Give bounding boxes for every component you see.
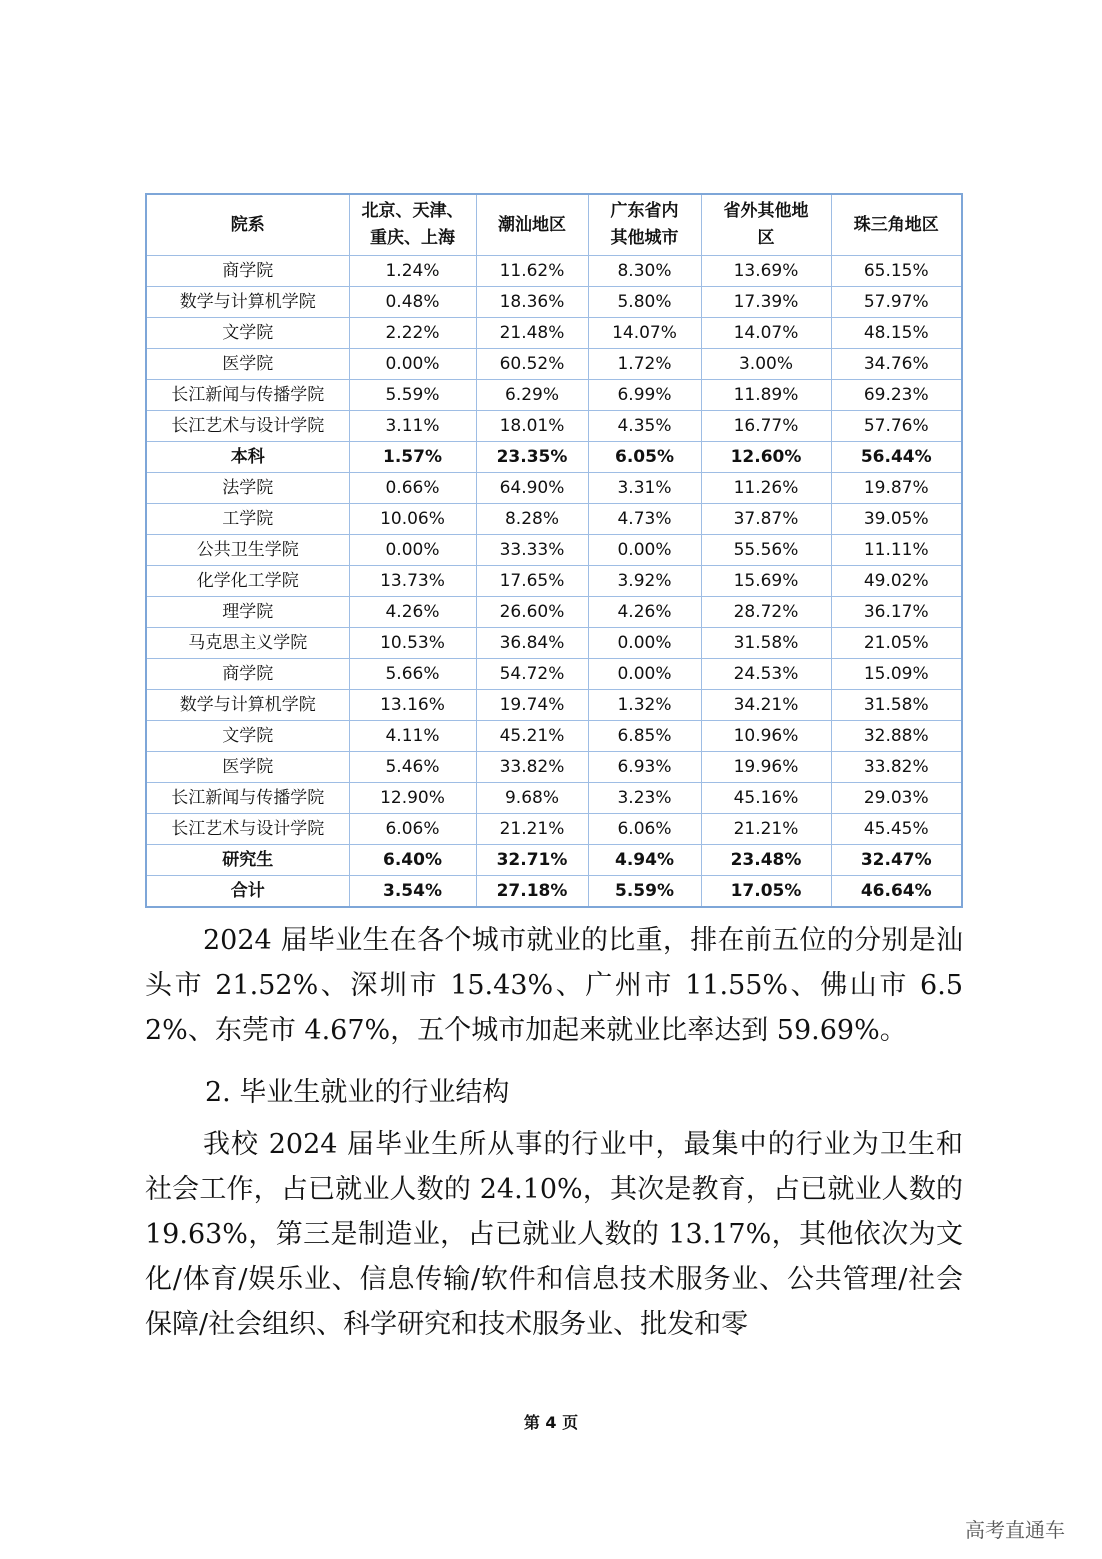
percentage-cell: 55.56% — [701, 535, 831, 566]
percentage-cell: 39.05% — [831, 504, 962, 535]
percentage-cell: 5.46% — [349, 752, 476, 783]
percentage-cell: 10.06% — [349, 504, 476, 535]
percentage-cell: 0.00% — [588, 535, 701, 566]
percentage-cell: 34.21% — [701, 690, 831, 721]
table-row — [146, 535, 962, 566]
percentage-cell: 56.44% — [831, 442, 962, 473]
college-name-cell: 化学化工学院 — [146, 566, 349, 597]
percentage-cell: 57.97% — [831, 287, 962, 318]
percentage-cell: 54.72% — [476, 659, 588, 690]
percentage-cell: 5.80% — [588, 287, 701, 318]
college-name-cell: 本科 — [146, 442, 349, 473]
percentage-cell: 15.09% — [831, 659, 962, 690]
percentage-cell: 31.58% — [831, 690, 962, 721]
percentage-cell: 19.74% — [476, 690, 588, 721]
table-row — [146, 287, 962, 318]
college-name-cell: 数学与计算机学院 — [146, 690, 349, 721]
percentage-cell: 6.40% — [349, 845, 476, 876]
college-name-cell: 商学院 — [146, 659, 349, 690]
percentage-cell: 23.35% — [476, 442, 588, 473]
percentage-cell: 3.54% — [349, 876, 476, 908]
header-cell: 珠三角地区 — [831, 194, 962, 256]
percentage-cell: 6.06% — [588, 814, 701, 845]
table-row — [146, 504, 962, 535]
percentage-cell: 11.26% — [701, 473, 831, 504]
percentage-cell: 17.05% — [701, 876, 831, 908]
table-row — [146, 752, 962, 783]
header-cell: 院系 — [146, 194, 349, 256]
percentage-cell: 1.24% — [349, 256, 476, 287]
college-name-cell: 长江新闻与传播学院 — [146, 380, 349, 411]
percentage-cell: 0.00% — [588, 659, 701, 690]
percentage-cell: 4.35% — [588, 411, 701, 442]
percentage-cell: 37.87% — [701, 504, 831, 535]
percentage-cell: 3.23% — [588, 783, 701, 814]
section-heading: 2. 毕业生就业的行业结构 — [205, 1077, 510, 1108]
college-name-cell: 合计 — [146, 876, 349, 908]
table-row — [146, 845, 962, 876]
college-name-cell: 长江艺术与设计学院 — [146, 411, 349, 442]
college-name-cell: 马克思主义学院 — [146, 628, 349, 659]
table-row — [146, 783, 962, 814]
percentage-cell: 13.69% — [701, 256, 831, 287]
college-name-cell: 数学与计算机学院 — [146, 287, 349, 318]
college-name-cell: 公共卫生学院 — [146, 535, 349, 566]
percentage-cell: 36.84% — [476, 628, 588, 659]
percentage-cell: 6.05% — [588, 442, 701, 473]
employment-region-table — [145, 193, 963, 908]
table-body — [146, 256, 962, 908]
header-cell: 北京、天津、 重庆、上海 — [349, 194, 476, 256]
percentage-cell: 65.15% — [831, 256, 962, 287]
percentage-cell: 24.53% — [701, 659, 831, 690]
percentage-cell: 26.60% — [476, 597, 588, 628]
percentage-cell: 29.03% — [831, 783, 962, 814]
percentage-cell: 21.05% — [831, 628, 962, 659]
table-row — [146, 380, 962, 411]
percentage-cell: 45.45% — [831, 814, 962, 845]
percentage-cell: 21.48% — [476, 318, 588, 349]
table-row — [146, 659, 962, 690]
table-header-row — [146, 194, 962, 256]
percentage-cell: 13.16% — [349, 690, 476, 721]
percentage-cell: 6.29% — [476, 380, 588, 411]
percentage-cell: 1.72% — [588, 349, 701, 380]
percentage-cell: 0.00% — [349, 349, 476, 380]
percentage-cell: 3.00% — [701, 349, 831, 380]
percentage-cell: 69.23% — [831, 380, 962, 411]
percentage-cell: 1.57% — [349, 442, 476, 473]
percentage-cell: 15.69% — [701, 566, 831, 597]
table-row — [146, 318, 962, 349]
percentage-cell: 2.22% — [349, 318, 476, 349]
table-row — [146, 814, 962, 845]
percentage-cell: 11.89% — [701, 380, 831, 411]
table-header — [146, 194, 962, 256]
percentage-cell: 4.73% — [588, 504, 701, 535]
percentage-cell: 13.73% — [349, 566, 476, 597]
percentage-cell: 60.52% — [476, 349, 588, 380]
college-name-cell: 长江艺术与设计学院 — [146, 814, 349, 845]
percentage-cell: 31.58% — [701, 628, 831, 659]
college-name-cell: 工学院 — [146, 504, 349, 535]
table-row — [146, 628, 962, 659]
industry-structure-paragraph: 我校 2024 届毕业生所从事的行业中，最集中的行业为卫生和社会工作，占已就业人数的 24.10%，其次是教育，占已就业人数的 19.63%，第三是制造业，占已就业人数的 13.17%，其他依次为文化/体育/娱乐业、信息传输/软件和信息技术服务业、公共管理/社会保障/社会组织、科学研究和技术服务业、批发和零 — [145, 1129, 963, 1340]
percentage-cell: 45.21% — [476, 721, 588, 752]
percentage-cell: 32.71% — [476, 845, 588, 876]
percentage-cell: 0.00% — [349, 535, 476, 566]
college-name-cell: 商学院 — [146, 256, 349, 287]
percentage-cell: 23.48% — [701, 845, 831, 876]
percentage-cell: 1.32% — [588, 690, 701, 721]
city-employment-paragraph: 2024 届毕业生在各个城市就业的比重，排在前五位的分别是汕头市 21.52%、深圳市 15.43%、广州市 11.55%、佛山市 6.52%、东莞市 4.67%，五个城市加起来就业比率达到 59.69%。 — [145, 925, 963, 1046]
percentage-cell: 3.31% — [588, 473, 701, 504]
percentage-cell: 10.53% — [349, 628, 476, 659]
percentage-cell: 16.77% — [701, 411, 831, 442]
page-number: 第 4 页 — [523, 1413, 579, 1432]
percentage-cell: 57.76% — [831, 411, 962, 442]
table-row — [146, 442, 962, 473]
percentage-cell: 21.21% — [476, 814, 588, 845]
percentage-cell: 19.87% — [831, 473, 962, 504]
percentage-cell: 32.88% — [831, 721, 962, 752]
percentage-cell: 11.62% — [476, 256, 588, 287]
percentage-cell: 6.99% — [588, 380, 701, 411]
percentage-cell: 5.59% — [349, 380, 476, 411]
percentage-cell: 11.11% — [831, 535, 962, 566]
percentage-cell: 9.68% — [476, 783, 588, 814]
percentage-cell: 36.17% — [831, 597, 962, 628]
college-name-cell: 研究生 — [146, 845, 349, 876]
percentage-cell: 45.16% — [701, 783, 831, 814]
table-row — [146, 349, 962, 380]
percentage-cell: 49.02% — [831, 566, 962, 597]
percentage-cell: 6.06% — [349, 814, 476, 845]
percentage-cell: 12.90% — [349, 783, 476, 814]
header-cell: 省外其他地 区 — [701, 194, 831, 256]
percentage-cell: 27.18% — [476, 876, 588, 908]
percentage-cell: 0.48% — [349, 287, 476, 318]
percentage-cell: 4.26% — [349, 597, 476, 628]
percentage-cell: 33.82% — [476, 752, 588, 783]
percentage-cell: 46.64% — [831, 876, 962, 908]
employment-region-table-container — [145, 193, 961, 908]
percentage-cell: 5.59% — [588, 876, 701, 908]
percentage-cell: 28.72% — [701, 597, 831, 628]
percentage-cell: 18.01% — [476, 411, 588, 442]
percentage-cell: 0.00% — [588, 628, 701, 659]
header-cell: 广东省内 其他城市 — [588, 194, 701, 256]
table-row — [146, 876, 962, 908]
percentage-cell: 5.66% — [349, 659, 476, 690]
percentage-cell: 3.92% — [588, 566, 701, 597]
percentage-cell: 64.90% — [476, 473, 588, 504]
college-name-cell: 文学院 — [146, 318, 349, 349]
percentage-cell: 3.11% — [349, 411, 476, 442]
college-name-cell: 长江新闻与传播学院 — [146, 783, 349, 814]
percentage-cell: 33.33% — [476, 535, 588, 566]
table-row — [146, 411, 962, 442]
percentage-cell: 4.94% — [588, 845, 701, 876]
table-row — [146, 256, 962, 287]
percentage-cell: 14.07% — [588, 318, 701, 349]
percentage-cell: 4.11% — [349, 721, 476, 752]
college-name-cell: 理学院 — [146, 597, 349, 628]
table-row — [146, 597, 962, 628]
percentage-cell: 0.66% — [349, 473, 476, 504]
table-row — [146, 721, 962, 752]
watermark-text: 高考直通车 — [965, 1518, 1065, 1542]
college-name-cell: 法学院 — [146, 473, 349, 504]
percentage-cell: 8.28% — [476, 504, 588, 535]
percentage-cell: 32.47% — [831, 845, 962, 876]
percentage-cell: 12.60% — [701, 442, 831, 473]
percentage-cell: 17.65% — [476, 566, 588, 597]
table-row — [146, 566, 962, 597]
percentage-cell: 14.07% — [701, 318, 831, 349]
percentage-cell: 34.76% — [831, 349, 962, 380]
percentage-cell: 6.93% — [588, 752, 701, 783]
table-row — [146, 473, 962, 504]
college-name-cell: 文学院 — [146, 721, 349, 752]
percentage-cell: 21.21% — [701, 814, 831, 845]
percentage-cell: 33.82% — [831, 752, 962, 783]
percentage-cell: 48.15% — [831, 318, 962, 349]
percentage-cell: 17.39% — [701, 287, 831, 318]
percentage-cell: 4.26% — [588, 597, 701, 628]
college-name-cell: 医学院 — [146, 349, 349, 380]
percentage-cell: 19.96% — [701, 752, 831, 783]
percentage-cell: 18.36% — [476, 287, 588, 318]
percentage-cell: 8.30% — [588, 256, 701, 287]
table-row — [146, 690, 962, 721]
college-name-cell: 医学院 — [146, 752, 349, 783]
header-cell: 潮汕地区 — [476, 194, 588, 256]
percentage-cell: 6.85% — [588, 721, 701, 752]
percentage-cell: 10.96% — [701, 721, 831, 752]
